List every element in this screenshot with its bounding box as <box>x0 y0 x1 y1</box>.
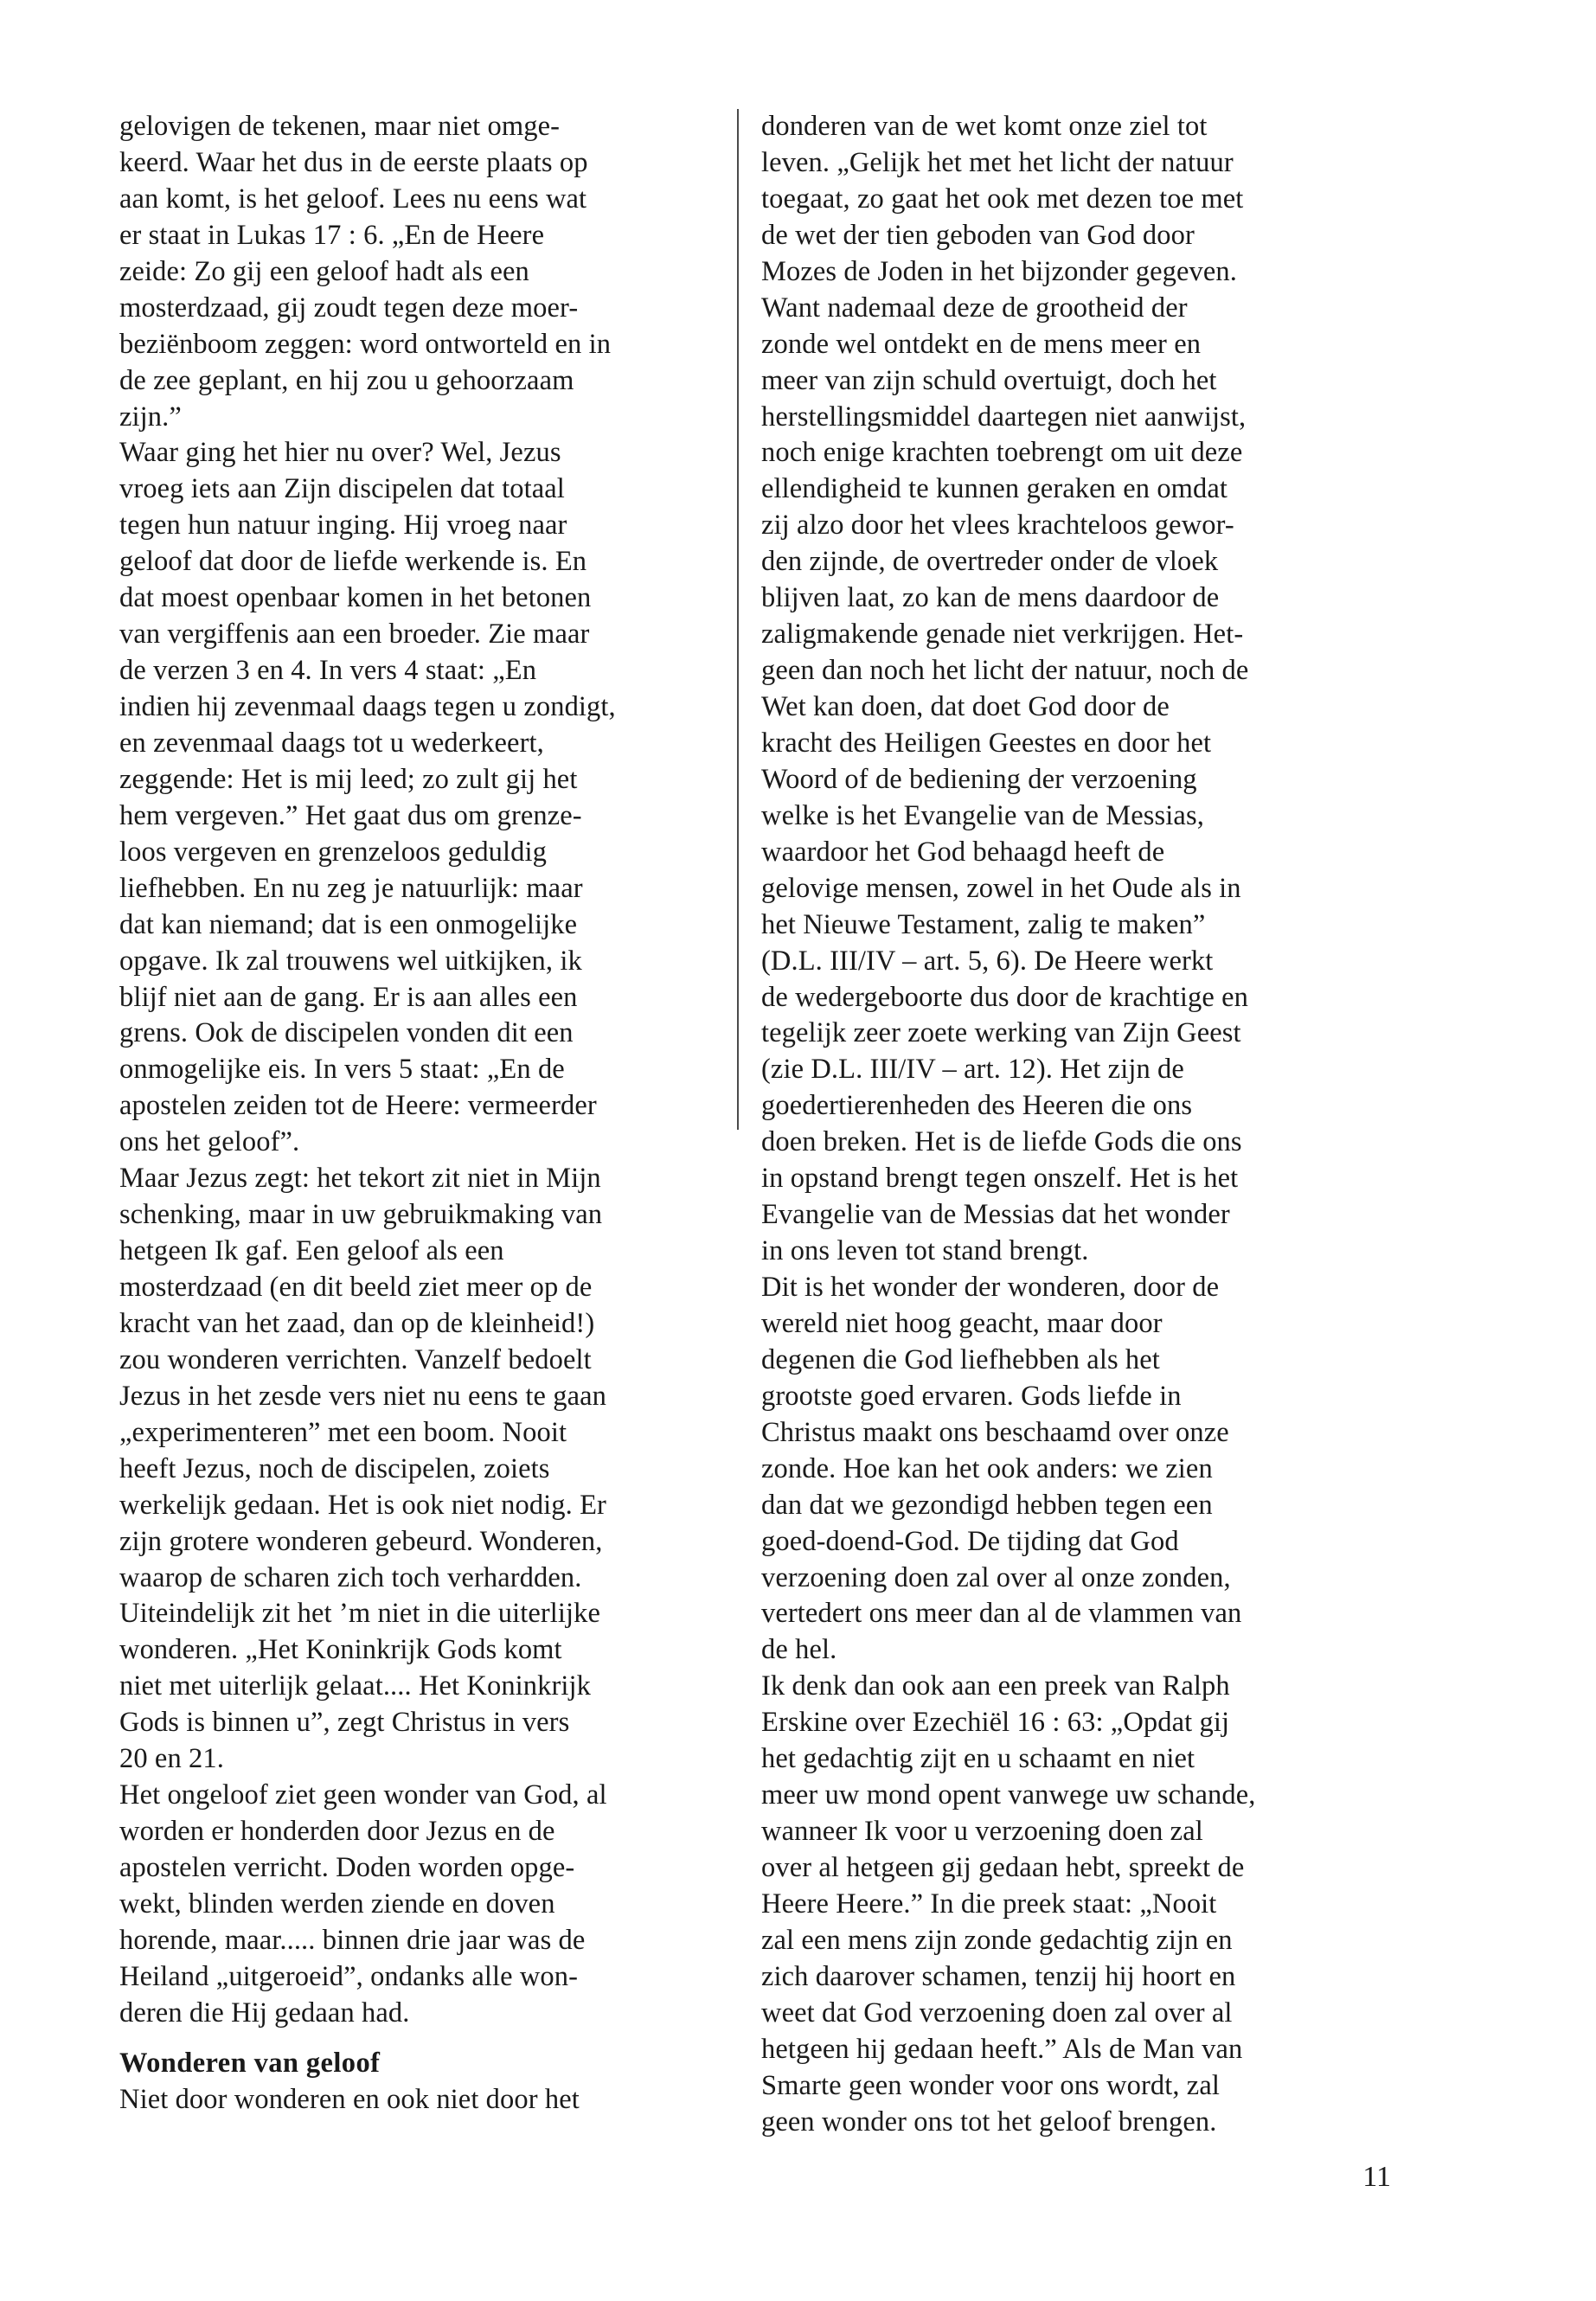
text-line: zij alzo door het vlees krachteloos gewor- <box>761 510 1234 542</box>
text-line: niet met uiterlijk gelaat.... Het Koninkrijk <box>119 1670 592 1702</box>
text-line: grens. Ook de discipelen vonden dit een <box>119 1017 574 1049</box>
text-line: ellendigheid te kunnen geraken en omdat <box>761 473 1228 505</box>
text-line: geen wonder ons tot het geloof brengen. <box>761 2106 1217 2138</box>
text-line: meer uw mond opent vanwege uw schande, <box>761 1779 1256 1811</box>
text-line: geloof dat door de liefde werkende is. En <box>119 546 587 578</box>
text-line: waarop de scharen zich toch verhardden. <box>119 1561 582 1593</box>
text-line: Niet door wonderen en ook niet door het <box>119 2083 580 2115</box>
text-line: indien hij zevenmaal daags tegen u zondigt, <box>119 691 616 722</box>
text-line: zijn.” <box>119 401 182 433</box>
text-line: vertedert ons meer dan al de vlammen van <box>761 1598 1242 1630</box>
text-line: onmogelijke eis. In vers 5 staat: „En de <box>119 1054 565 1086</box>
text-line: de wedergeboorte dus door de krachtige en <box>761 981 1249 1013</box>
text-line: kracht des Heiligen Geestes en door het <box>761 727 1212 759</box>
text-line: de hel. <box>761 1634 837 1666</box>
text-line: Erskine over Ezechiël 16 : 63: „Opdat gij <box>761 1707 1230 1739</box>
text-line: Het ongeloof ziet geen wonder van God, al <box>119 1779 607 1811</box>
text-line: zou wonderen verrichten. Vanzelf bedoelt <box>119 1343 592 1375</box>
section-body <box>119 2082 716 2118</box>
text-line: er staat in Lukas 17 : 6. „En de Heere <box>119 219 545 251</box>
text-line: vroeg iets aan Zijn discipelen dat totaal <box>119 473 565 505</box>
text-line: dan dat we gezondigd hebben tegen een <box>761 1489 1213 1521</box>
text-line: zijn grotere wonderen gebeurd. Wonderen, <box>119 1525 603 1557</box>
text-line: de zee geplant, en hij zou u gehoorzaam <box>119 364 574 396</box>
text-line: loos vergeven en grenzeloos geduldig <box>119 836 547 868</box>
text-line: Gods is binnen u”, zegt Christus in vers <box>119 1707 570 1739</box>
text-line: dat kan niemand; dat is een onmogelijke <box>119 908 578 940</box>
text-line: Dit is het wonder der wonderen, door de <box>761 1272 1220 1303</box>
text-line: Want nademaal deze de grootheid der <box>761 292 1188 324</box>
right-column <box>761 109 1384 2141</box>
text-line: meer van zijn schuld overtuigt, doch het <box>761 364 1217 396</box>
text-line: mosterdzaad, gij zoudt tegen deze moer- <box>119 292 579 324</box>
text-line: Ik denk dan ook aan een preek van Ralph <box>761 1670 1230 1702</box>
text-line: blijf niet aan de gang. Er is aan alles een <box>119 981 578 1013</box>
text-line: zeggende: Het is mij leed; zo zult gij het <box>119 763 578 795</box>
text-line: zal een mens zijn zonde gedachtig zijn en <box>761 1924 1233 1956</box>
text-line: van vergiffenis aan een broeder. Zie maar <box>119 619 590 651</box>
text-line: den zijnde, de overtreder onder de vloek <box>761 546 1219 578</box>
text-line: tegen hun natuur inging. Hij vroeg naar <box>119 510 567 542</box>
text-line: zonde wel ontdekt en de mens meer en <box>761 328 1202 360</box>
text-line: de wet der tien geboden van God door <box>761 219 1195 251</box>
text-line: liefhebben. En nu zeg je natuurlijk: maar <box>119 872 583 904</box>
text-line: schenking, maar in uw gebruikmaking van <box>119 1199 603 1231</box>
text-line: herstellingsmiddel daartegen niet aanwijst, <box>761 401 1247 433</box>
text-line: 20 en 21. <box>119 1743 224 1775</box>
text-line: geen dan noch het licht der natuur, noch de <box>761 655 1249 687</box>
text-line: Mozes de Joden in het bijzonder gegeven. <box>761 255 1238 287</box>
section-heading: Wonderen van geloof <box>119 2047 381 2079</box>
text-line: zeide: Zo gij een geloof hadt als een <box>119 255 529 287</box>
text-line: Heiland „uitgeroeid”, ondanks alle won- <box>119 1960 579 1992</box>
text-line: zich daarover schamen, tenzij hij hoort en <box>761 1960 1236 1992</box>
text-line: en zevenmaal daags tot u wederkeert, <box>119 727 544 759</box>
text-line: gelovige mensen, zowel in het Oude als in <box>761 872 1241 904</box>
text-line: noch enige krachten toebrengt om uit deze <box>761 437 1243 469</box>
text-line: Uiteindelijk zit het ’m niet in die uiterlijke <box>119 1598 601 1630</box>
text-line: apostelen zeiden tot de Heere: vermeerder <box>119 1090 597 1122</box>
text-line: weet dat God verzoening doen zal over al <box>761 1997 1233 2029</box>
text-line: toegaat, zo gaat het ook met dezen toe met <box>761 183 1244 215</box>
text-line: dat moest openbaar komen in het betonen <box>119 582 592 614</box>
column-divider <box>737 109 739 1130</box>
text-line: Waar ging het hier nu over? Wel, Jezus <box>119 437 561 469</box>
text-line: leven. „Gelijk het met het licht der natuur <box>761 146 1234 178</box>
text-line: Woord of de bediening der verzoening <box>761 763 1197 795</box>
text-line: goedertierenheden des Heeren die ons <box>761 1090 1193 1122</box>
text-line: deren die Hij gedaan had. <box>119 1997 410 2029</box>
left-column <box>119 109 716 2118</box>
text-line: mosterdzaad (en dit beeld ziet meer op de <box>119 1272 593 1303</box>
text-line: blijven laat, zo kan de mens daardoor de <box>761 582 1220 614</box>
text-line: aan komt, is het geloof. Lees nu eens wat <box>119 183 587 215</box>
text-line: Wet kan doen, dat doet God door de <box>761 691 1170 722</box>
text-line: heeft Jezus, noch de discipelen, zoiets <box>119 1452 550 1484</box>
text-line: hetgeen Ik gaf. Een geloof als een <box>119 1235 504 1267</box>
text-line: apostelen verricht. Doden worden opge- <box>119 1852 575 1883</box>
text-line: over al hetgeen gij gedaan hebt, spreekt de <box>761 1852 1245 1883</box>
text-line: opgave. Ik zal trouwens wel uitkijken, ik <box>119 945 582 977</box>
text-line: werkelijk gedaan. Het is ook niet nodig. Er <box>119 1489 606 1521</box>
text-line: worden er honderden door Jezus en de <box>119 1816 555 1848</box>
text-line: ons het geloof”. <box>119 1126 300 1158</box>
text-line: keerd. Waar het dus in de eerste plaats op <box>119 146 588 178</box>
page-number: 11 <box>1362 2161 1391 2193</box>
text-line: doen breken. Het is de liefde Gods die ons <box>761 1126 1242 1158</box>
text-line: de verzen 3 en 4. In vers 4 staat: „En <box>119 655 537 687</box>
text-line: welke is het Evangelie van de Messias, <box>761 799 1204 831</box>
text-line: wereld niet hoog geacht, maar door <box>761 1307 1163 1339</box>
text-line: hetgeen hij gedaan heeft.” Als de Man van <box>761 2033 1243 2065</box>
text-line: degenen die God liefhebben als het <box>761 1343 1160 1375</box>
text-line: Jezus in het zesde vers niet nu eens te gaan <box>119 1380 607 1412</box>
text-line: Smarte geen wonder voor ons wordt, zal <box>761 2069 1220 2101</box>
text-line: tegelijk zeer zoete werking van Zijn Geest <box>761 1017 1241 1049</box>
text-line: goed-doend-God. De tijding dat God <box>761 1525 1179 1557</box>
text-line: Christus maakt ons beschaamd over onze <box>761 1416 1229 1448</box>
text-line: beziënboom zeggen: word ontworteld en in <box>119 328 612 360</box>
text-line: donderen van de wet komt onze ziel tot <box>761 111 1208 142</box>
text-line: het Nieuwe Testament, zalig te maken” <box>761 908 1206 940</box>
text-line: (D.L. III/IV – art. 5, 6). De Heere werkt <box>761 945 1214 977</box>
text-line: zonde. Hoe kan het ook anders: we zien <box>761 1452 1213 1484</box>
text-line: Heere Heere.” In die preek staat: „Nooit <box>761 1888 1217 1920</box>
text-line: in ons leven tot stand brengt. <box>761 1235 1089 1267</box>
text-line: waardoor het God behaagd heeft de <box>761 836 1165 868</box>
text-line: in opstand brengt tegen onszelf. Het is het <box>761 1163 1239 1195</box>
text-line: horende, maar..... binnen drie jaar was de <box>119 1924 586 1956</box>
text-line: gelovigen de tekenen, maar niet omge- <box>119 111 561 142</box>
text-line: grootste goed ervaren. Gods liefde in <box>761 1380 1182 1412</box>
text-line: verzoening doen zal over al onze zonden, <box>761 1561 1231 1593</box>
left-column-body <box>119 109 716 2032</box>
text-line: het gedachtig zijt en u schaamt en niet <box>761 1743 1195 1775</box>
text-line: Maar Jezus zegt: het tekort zit niet in Mijn <box>119 1163 601 1195</box>
text-line: hem vergeven.” Het gaat dus om grenze- <box>119 799 582 831</box>
text-line: kracht van het zaad, dan op de kleinheid!) <box>119 1307 595 1339</box>
text-line: (zie D.L. III/IV – art. 12). Het zijn de <box>761 1054 1184 1086</box>
text-line: „experimenteren” met een boom. Nooit <box>119 1416 567 1448</box>
text-line: wonderen. „Het Koninkrijk Gods komt <box>119 1634 562 1666</box>
text-line: wekt, blinden werden ziende en doven <box>119 1888 555 1920</box>
right-column-body <box>761 109 1384 2141</box>
text-line: Evangelie van de Messias dat het wonder <box>761 1199 1230 1231</box>
text-line: zaligmakende genade niet verkrijgen. Het- <box>761 619 1244 651</box>
section-gap <box>119 2032 716 2046</box>
text-line: wanneer Ik voor u verzoening doen zal <box>761 1816 1203 1848</box>
